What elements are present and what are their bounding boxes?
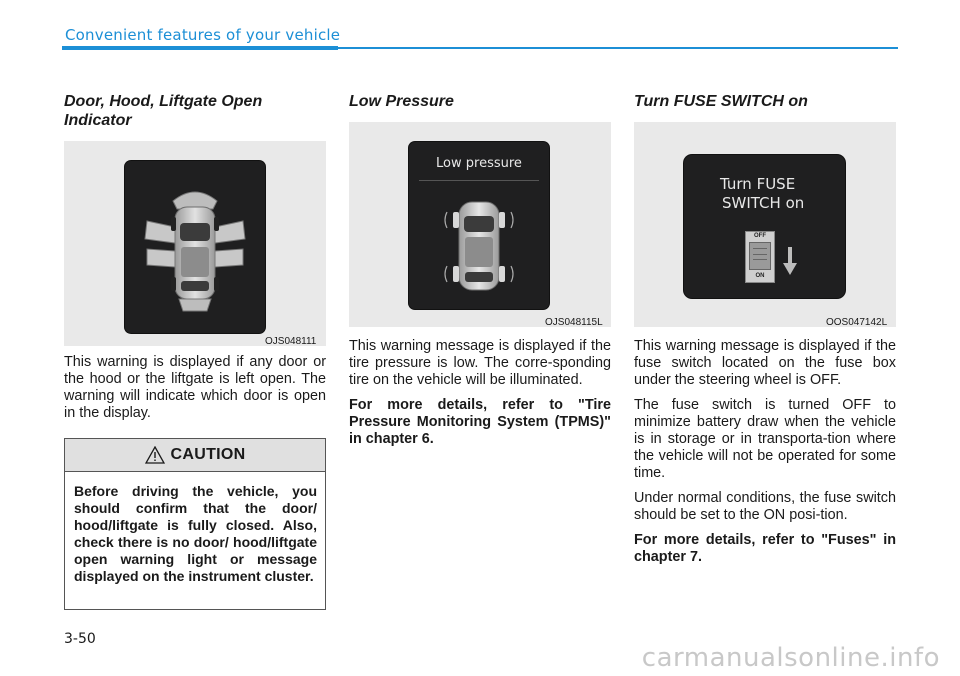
note-tpms-reference: For more details, refer to "Tire Pressure Monitoring System (TPMS)" in chapter 6. xyxy=(349,397,611,447)
car-tire-pressure-icon xyxy=(409,142,549,309)
screen-fuse-line1: Turn FUSE xyxy=(720,175,796,193)
figure-low-pressure xyxy=(349,122,611,327)
heading-door-indicator: Door, Hood, Liftgate Open Indicator xyxy=(64,93,263,129)
section-title: Convenient features of your vehicle xyxy=(65,26,341,44)
paragraph-door-warning: This warning is displayed if any door or the hood or the liftgate is left open. The warning will indicate which door is open in the display. xyxy=(64,354,326,421)
fuse-switch-graphic xyxy=(745,231,775,283)
cluster-screen-low-pressure xyxy=(409,142,549,309)
car-doors-open-icon xyxy=(125,161,265,333)
figure-code-fuse: OOS047142L xyxy=(826,317,888,328)
heading-fuse-switch: Turn FUSE SWITCH on xyxy=(634,93,808,110)
caution-box xyxy=(64,438,326,610)
column-low-pressure xyxy=(349,92,611,111)
figure-fuse-switch xyxy=(634,122,896,327)
paragraph-fuse-3: Under normal conditions, the fuse switch should be set to the ON posi-tion. xyxy=(634,490,896,523)
note-fuses-reference: For more details, refer to "Fuses" in chapter 7. xyxy=(634,532,896,565)
text-door-indicator xyxy=(64,354,326,422)
heading-low-pressure: Low Pressure xyxy=(349,93,454,110)
figure-code-low-pressure: OJS048115L xyxy=(545,317,603,328)
caution-title: CAUTION xyxy=(170,446,246,463)
arrow-down-icon xyxy=(782,247,798,277)
figure-door-indicator xyxy=(64,141,326,346)
cluster-screen-doors xyxy=(125,161,265,333)
caution-header xyxy=(65,439,325,472)
paragraph-fuse-1: This warning message is displayed if the fuse switch located on the fuse box under the steering wheel is OFF. xyxy=(634,338,896,388)
text-low-pressure xyxy=(349,338,611,448)
caution-text: Before driving the vehicle, you should confirm that the door/ hood/liftgate is fully closed. Also, check there is no door/ hood/liftgate open warning light or message displayed on the instrument cluster. xyxy=(74,483,317,584)
header-rule-thick xyxy=(62,46,338,50)
paragraph-fuse-2: The fuse switch is turned OFF to minimize battery draw when the vehicle is in storage or in transporta-tion where the vehicle will not be operated for some time. xyxy=(634,397,896,481)
text-fuse-switch xyxy=(634,338,896,566)
figure-code-door: OJS048111 xyxy=(265,336,317,347)
cluster-screen-fuse xyxy=(684,155,845,298)
screen-fuse-line2: SWITCH on xyxy=(722,194,805,212)
page-number: 3-50 xyxy=(64,631,96,647)
switch-on-label: ON xyxy=(755,273,765,279)
warning-triangle-icon xyxy=(145,446,165,464)
header-rule-thin xyxy=(338,47,898,49)
watermark: carmanualsonline.info xyxy=(641,643,940,673)
screen-low-pressure-text: Low pressure xyxy=(436,156,522,171)
column-fuse-switch xyxy=(634,92,896,111)
switch-off-label: OFF xyxy=(754,233,766,239)
screen-fuse-text xyxy=(720,175,804,213)
paragraph-low-pressure: This warning message is displayed if the tire pressure is low. The corre-sponding tire on the vehicle will be illuminated. xyxy=(349,338,611,388)
switch-toggle xyxy=(749,242,771,270)
column-door-indicator xyxy=(64,92,326,130)
